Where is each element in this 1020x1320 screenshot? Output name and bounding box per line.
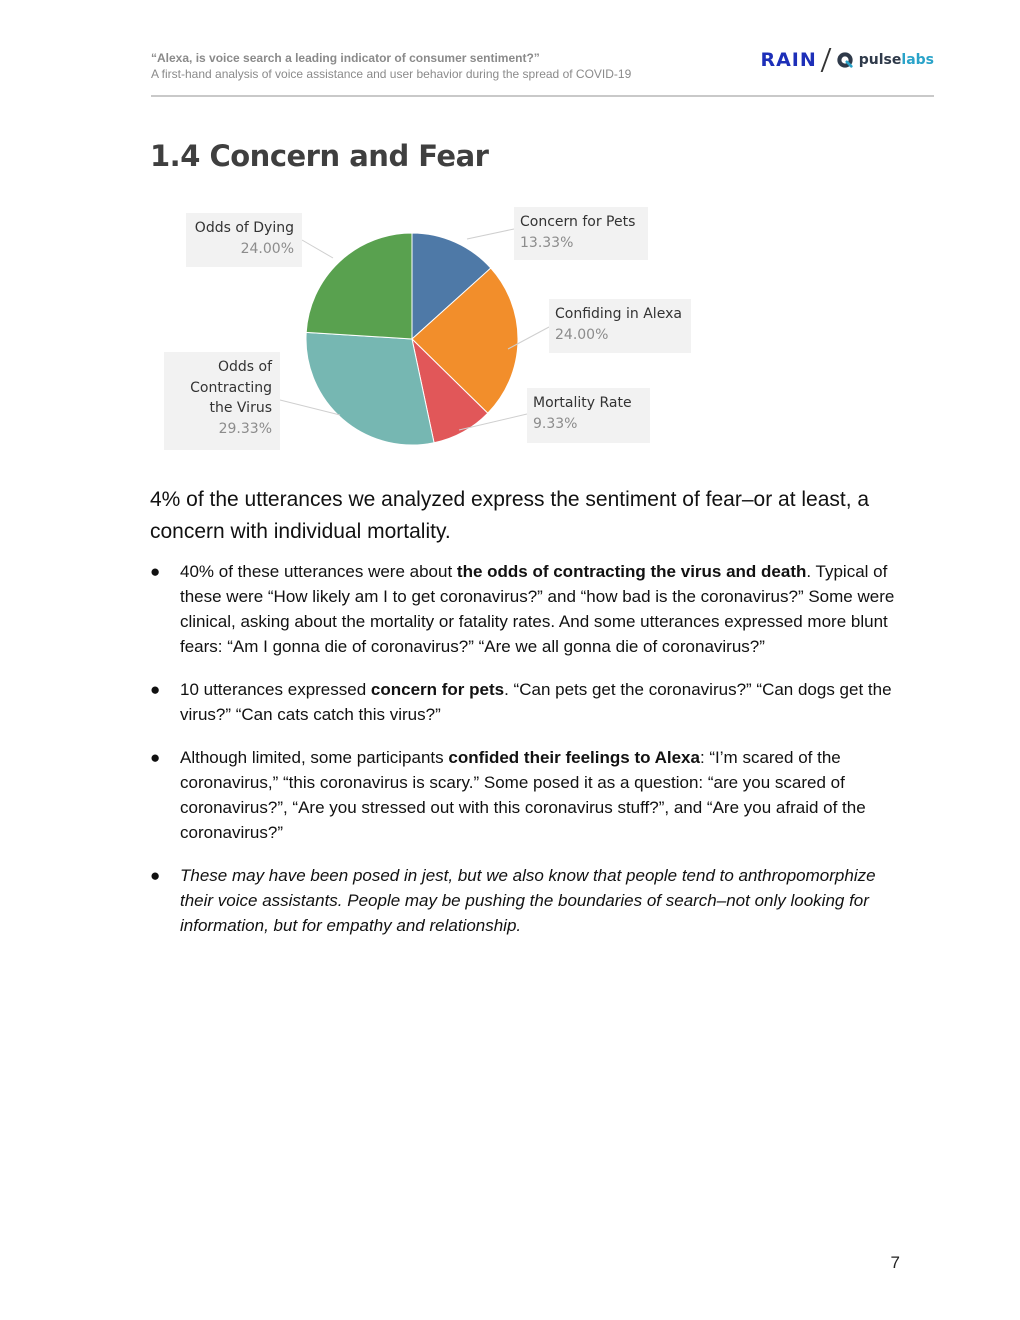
leader-line (467, 229, 514, 239)
section-title: 1.4 Concern and Fear (150, 139, 489, 173)
slice-label-value: 9.33% (533, 415, 578, 432)
slice-label-value: 24.00% (240, 240, 294, 257)
header-title: “Alexa, is voice search a leading indicator of consumer sentiment?” (151, 51, 540, 65)
pulselabs-logo-labs: labs (901, 52, 934, 68)
bullet-item (150, 863, 910, 938)
bullet-dot: ● (150, 562, 161, 581)
lead-paragraph: 4% of the utterances we analyzed express the sentiment of fear–or at least, a concern with individual mortality. (150, 488, 870, 543)
header-subtitle: A first-hand analysis of voice assistance and user behavior during the spread of COVID-19 (151, 67, 632, 81)
pie-chart (0, 0, 1020, 470)
bullet-item (150, 677, 910, 727)
bullet-text: These may have been posed in jest, but we also know that people tend to anthropomorphize their voice assistants. People may be pushing the boundaries of search–not only looking for information, but for empathy and relationship. (180, 866, 876, 935)
slice-label (527, 388, 650, 443)
page-number: 7 (890, 1253, 900, 1272)
slice-label-value: 29.33% (218, 420, 272, 437)
bullet-text: . Typical of these were “How likely am I to get coronavirus?” and “how bad is the coronavirus?” Some were clinical, asking about the mortality or fatality rates. And some utterances expressed more blunt fears: “Am I gonna die of coronavirus?” “Are we all gonna die of coronavirus?” (180, 562, 895, 656)
bullet-dot: ● (150, 680, 161, 699)
slice-label-name: Odds of (217, 359, 272, 375)
bullet-text: : “I’m scared of the coronavirus,” “this coronavirus is scary.” Some posed it as a question: “are you scared of coronavirus?”, “Are you stressed out with this coronavirus stuff?”, and “Are you afraid of the coronavirus?” (180, 748, 866, 842)
bullet-text: 10 utterances expressed (180, 680, 371, 699)
bullet-text: . “Can pets get the coronavirus?” “Can dogs get the virus?” “Can cats catch this virus?” (180, 680, 892, 724)
bullet-list (150, 559, 910, 956)
bullet-text: Although limited, some participants (180, 748, 449, 767)
slice-label-name: Contracting (190, 379, 272, 396)
slice-label (514, 207, 648, 260)
slice-label (549, 299, 691, 353)
slice-label-name: Odds of Dying (194, 220, 294, 236)
bullet-emphasis: confided their feelings to Alexa (448, 748, 700, 767)
bullet-item (150, 559, 910, 659)
leader-line (302, 240, 333, 258)
bullet-text: 40% of these utterances were about (180, 562, 457, 581)
slice-label-value: 24.00% (555, 326, 609, 343)
bullet-emphasis: the odds of contracting the virus and death (456, 562, 807, 581)
bullet-dot: ● (150, 866, 161, 885)
bullet-dot: ● (150, 748, 161, 767)
bullet-item (150, 745, 910, 845)
slice-label-name: Mortality Rate (533, 395, 632, 411)
slice-label (164, 352, 280, 450)
pie-slice (306, 233, 412, 339)
slice-label-value: 13.33% (520, 234, 574, 251)
slice-label (186, 213, 302, 267)
slice-label-name: Concern for Pets (520, 214, 636, 230)
pulselabs-logo-pulse: pulse (858, 52, 902, 68)
slice-label-name: Confiding in Alexa (555, 306, 682, 322)
rain-logo: RAIN (760, 49, 817, 71)
slice-label-name: the Virus (209, 400, 272, 416)
bullet-emphasis: concern for pets (370, 680, 505, 699)
